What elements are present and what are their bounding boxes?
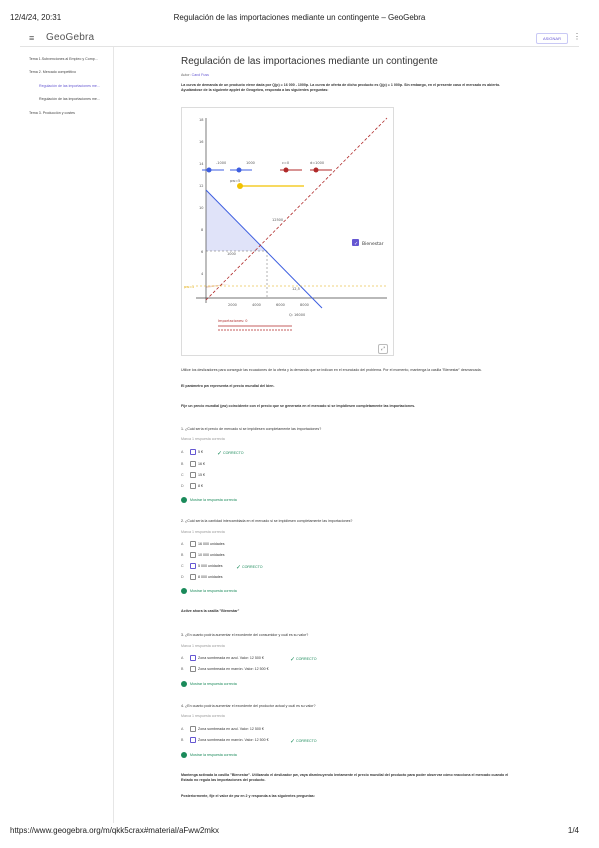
question-1-correct-badge: ✓ CORRECTO (217, 451, 244, 457)
assign-button[interactable]: ASIGNAR (536, 33, 568, 44)
sidebar (20, 47, 114, 823)
question-3-hint: Marca 1 respuesta correcta (181, 644, 225, 648)
sidebar-item-tema3[interactable]: Tema 3. Producción y costes (29, 111, 75, 115)
final-instruction-1: Mantenga activada la casilla "Bienestar". Utilizando el deslizador pw, vaya disminuyendo lentamente el precio mundial del producto para poder observar cómo reacciona el mercado cuando el Estado no regula las importaciones del producto. (181, 773, 509, 783)
bienestar-checkbox-label: Bienestar (362, 242, 384, 247)
question-4-show-answer[interactable]: Mostrar la respuesta correcta (181, 752, 237, 758)
sidebar-item-regulacion-1[interactable]: Regulación de las importaciones me... (39, 84, 100, 88)
hamburger-menu-icon[interactable]: ≡ (29, 33, 35, 43)
svg-text:12: 12 (199, 184, 204, 188)
activate-welfare-instruction: Active ahora la casilla "Bienestar" (181, 609, 240, 613)
print-footer (0, 824, 599, 840)
supply-line (206, 118, 387, 300)
intro-text: La curva de demanda de un producto viene dada por Q(p) = 16 000 - 1000p. La curva de oferta de dicho producto es Q(p) = 1 000p. Sin embargo, en el presente caso el mercado es abierto. Ayudándose de la siguiente applet de Geogebra, responda a las siguientes preguntas: (181, 83, 501, 93)
question-2-correct-badge: ✓ CORRECTO (236, 565, 263, 571)
svg-text:18: 18 (199, 118, 204, 122)
print-date: 12/4/24, 20:31 (10, 13, 62, 22)
question-1-hint: Marca 1 respuesta correcta (181, 437, 225, 441)
question-1-prompt: 1. ¿Cuál sería el precio de mercado si se impidiesen completamente las importaciones? (181, 427, 322, 431)
question-2-show-answer[interactable]: Mostrar la respuesta correcta (181, 588, 237, 594)
app-bar (20, 30, 579, 47)
instructions-2: El parámetro pw representa el precio mundial del bien. (181, 384, 275, 388)
svg-text:4000: 4000 (252, 303, 261, 307)
svg-text:2000: 2000 (228, 303, 237, 307)
sidebar-item-tema2[interactable]: Tema 2. Mercado competitivo (29, 70, 76, 74)
fullscreen-icon[interactable]: ⤢ (378, 344, 388, 354)
question-1-show-answer[interactable]: Mostrar la respuesta correcta (181, 497, 237, 503)
slider-c-handle (284, 168, 289, 173)
question-2-prompt: 2. ¿Cuál sería la cantidad intercambiada en el mercado si se impidiesen completamente las importaciones? (181, 519, 353, 523)
instructions-3: Fije un precio mundial (pw) coincidente con el precio que se generaría en el mercado si se impidiesen completamente las importaciones. (181, 404, 416, 408)
print-header (0, 0, 599, 30)
question-4-correct-badge: ✓ CORRECTO (290, 739, 317, 745)
geogebra-applet[interactable] (181, 107, 394, 356)
svg-text:16: 16 (199, 140, 204, 144)
svg-text:Q: 16000: Q: 16000 (289, 313, 306, 317)
print-title: Regulación de las importaciones mediante un contingente – GeoGebra (173, 13, 426, 22)
svg-text:4: 4 (201, 272, 204, 276)
question-4-hint: Marca 1 respuesta correcta (181, 714, 225, 718)
author-label: Autor: (181, 73, 191, 77)
page-title: Regulación de las importaciones mediante un contingente (181, 56, 438, 67)
more-options-icon[interactable]: ⋮ (573, 32, 581, 41)
svg-text:12,5: 12,5 (292, 287, 300, 291)
svg-text:12500: 12500 (272, 218, 284, 222)
question-3-prompt: 3. ¿En cuanto podría aumentar el excedente del consumidor y cuál es su valor? (181, 633, 309, 637)
question-3-correct-badge: ✓ CORRECTO (290, 657, 317, 663)
svg-text:1000: 1000 (227, 252, 236, 256)
slider-b-handle (237, 168, 242, 173)
instructions-1: Utilice los deslizadores para conseguir las ecuaciones de la oferta y la demanda que se indican en el enunciado del problema. Por el momento, mantenga la casilla "Bienestar" desmarcada. (181, 368, 482, 372)
print-url: https://www.geogebra.org/m/qkk5crax#material/aFww2mkx (10, 826, 219, 835)
svg-text:Importaciones: 0: Importaciones: 0 (218, 319, 248, 323)
geogebra-logo[interactable]: GeoGebra (46, 32, 95, 43)
svg-text:8: 8 (201, 228, 204, 232)
svg-text:14: 14 (199, 162, 204, 166)
final-instruction-2: Posteriormente, fije el valor de pw en 2 y responda a las siguientes preguntas: (181, 794, 316, 798)
supply-demand-graph[interactable] (182, 108, 393, 355)
svg-text:6: 6 (201, 250, 204, 254)
slider-d-handle (314, 168, 319, 173)
svg-text:-1000: -1000 (216, 161, 227, 165)
author-name[interactable]: Carol Fuss (191, 73, 209, 77)
question-4-prompt: 4. ¿En cuanto podría aumentar el excedente del productor actual y cuál es su valor? (181, 704, 316, 708)
svg-text:c=0: c=0 (282, 161, 290, 165)
sidebar-item-tema1[interactable]: Tema 1.Subvenciones al Empleo y Comp... (29, 57, 98, 61)
author-line (181, 73, 209, 77)
svg-text:pw=5: pw=5 (184, 285, 195, 289)
svg-text:8000: 8000 (300, 303, 309, 307)
svg-text:1000: 1000 (246, 161, 255, 165)
svg-text:6000: 6000 (276, 303, 285, 307)
question-3-show-answer[interactable]: Mostrar la respuesta correcta (181, 681, 237, 687)
slider-a-handle (207, 168, 212, 173)
svg-text:pw=5: pw=5 (230, 179, 241, 183)
svg-text:10: 10 (199, 206, 204, 210)
print-page-number: 1/4 (567, 826, 579, 835)
svg-text:d=1000: d=1000 (310, 161, 325, 165)
question-2-hint: Marca 1 respuesta correcta (181, 530, 225, 534)
sidebar-item-regulacion-2[interactable]: Regulación de las importaciones me... (39, 97, 100, 101)
svg-text:✓: ✓ (354, 241, 359, 247)
world-price-slider-handle (237, 183, 243, 189)
